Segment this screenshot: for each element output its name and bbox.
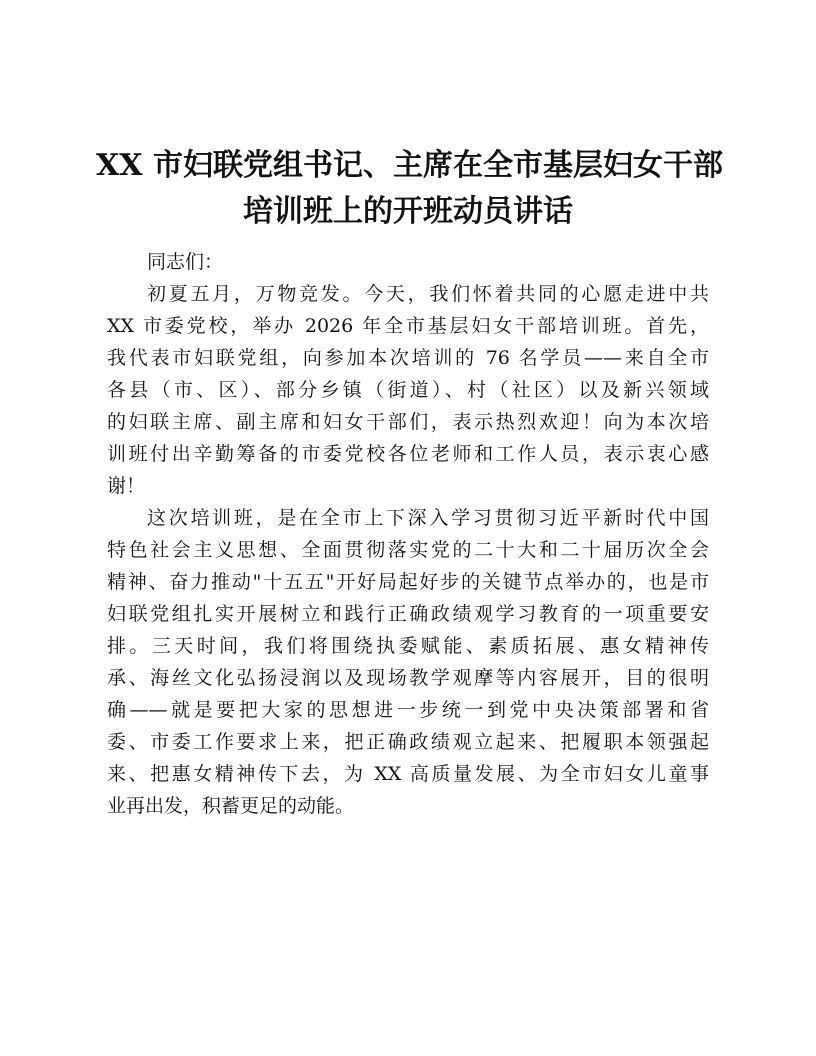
paragraph-line: 来、把惠女精神传下去，为 XX 高质量发展、为全市妇女儿童事	[107, 763, 709, 785]
document-body	[107, 246, 709, 822]
paragraph-line: 我代表市妇联党组，向参加本次培训的 76 名学员——来自全市	[107, 347, 709, 369]
paragraph-line: 各县（市、区）、部分乡镇（街道）、村（社区）以及新兴领域	[107, 379, 709, 401]
paragraph-line: XX 市委党校，举办 2026 年全市基层妇女干部培训班。首先，	[107, 315, 709, 337]
title-line-1: XX 市妇联党组书记、主席在全市基层妇女干部	[96, 148, 723, 183]
paragraph-line: 精神、奋力推动"十五五"开好局起好步的关键节点举办的，也是市	[107, 571, 709, 593]
paragraph-line: 妇联党组扎实开展树立和践行正确政绩观学习教育的一项重要安	[107, 603, 709, 625]
document-title	[96, 143, 723, 235]
paragraph-line: 委、市委工作要求上来，把正确政绩观立起来、把履职本领强起	[107, 731, 709, 753]
paragraph-line: 训班付出辛勤筹备的市委党校各位老师和工作人员，表示衷心感	[107, 443, 709, 465]
paragraph-line: 承、海丝文化弘扬浸润以及现场教学观摩等内容展开，目的很明	[107, 667, 709, 689]
paragraph-line: 的妇联主席、副主席和妇女干部们，表示热烈欢迎！向为本次培	[107, 411, 709, 433]
paragraph-2	[107, 502, 709, 822]
paragraph-line: 初夏五月，万物竞发。今天，我们怀着共同的心愿走进中共	[147, 283, 709, 305]
paragraph-line: 确——就是要把大家的思想进一步统一到党中央决策部署和省	[107, 699, 709, 721]
paragraph-line: 特色社会主义思想、全面贯彻落实党的二十大和二十届历次全会	[107, 539, 709, 561]
paragraph-line: 业再出发，积蓄更足的动能。	[107, 795, 355, 817]
title-line-2: 培训班上的开班动员讲话	[243, 194, 573, 229]
paragraph-line: 这次培训班，是在全市上下深入学习贯彻习近平新时代中国	[147, 507, 709, 529]
paragraph-1	[107, 278, 709, 502]
paragraph-line: 排。三天时间，我们将围绕执委赋能、素质拓展、惠女精神传	[107, 635, 709, 657]
paragraph-line: 谢！	[107, 475, 146, 497]
salutation: 同志们：	[147, 251, 224, 273]
